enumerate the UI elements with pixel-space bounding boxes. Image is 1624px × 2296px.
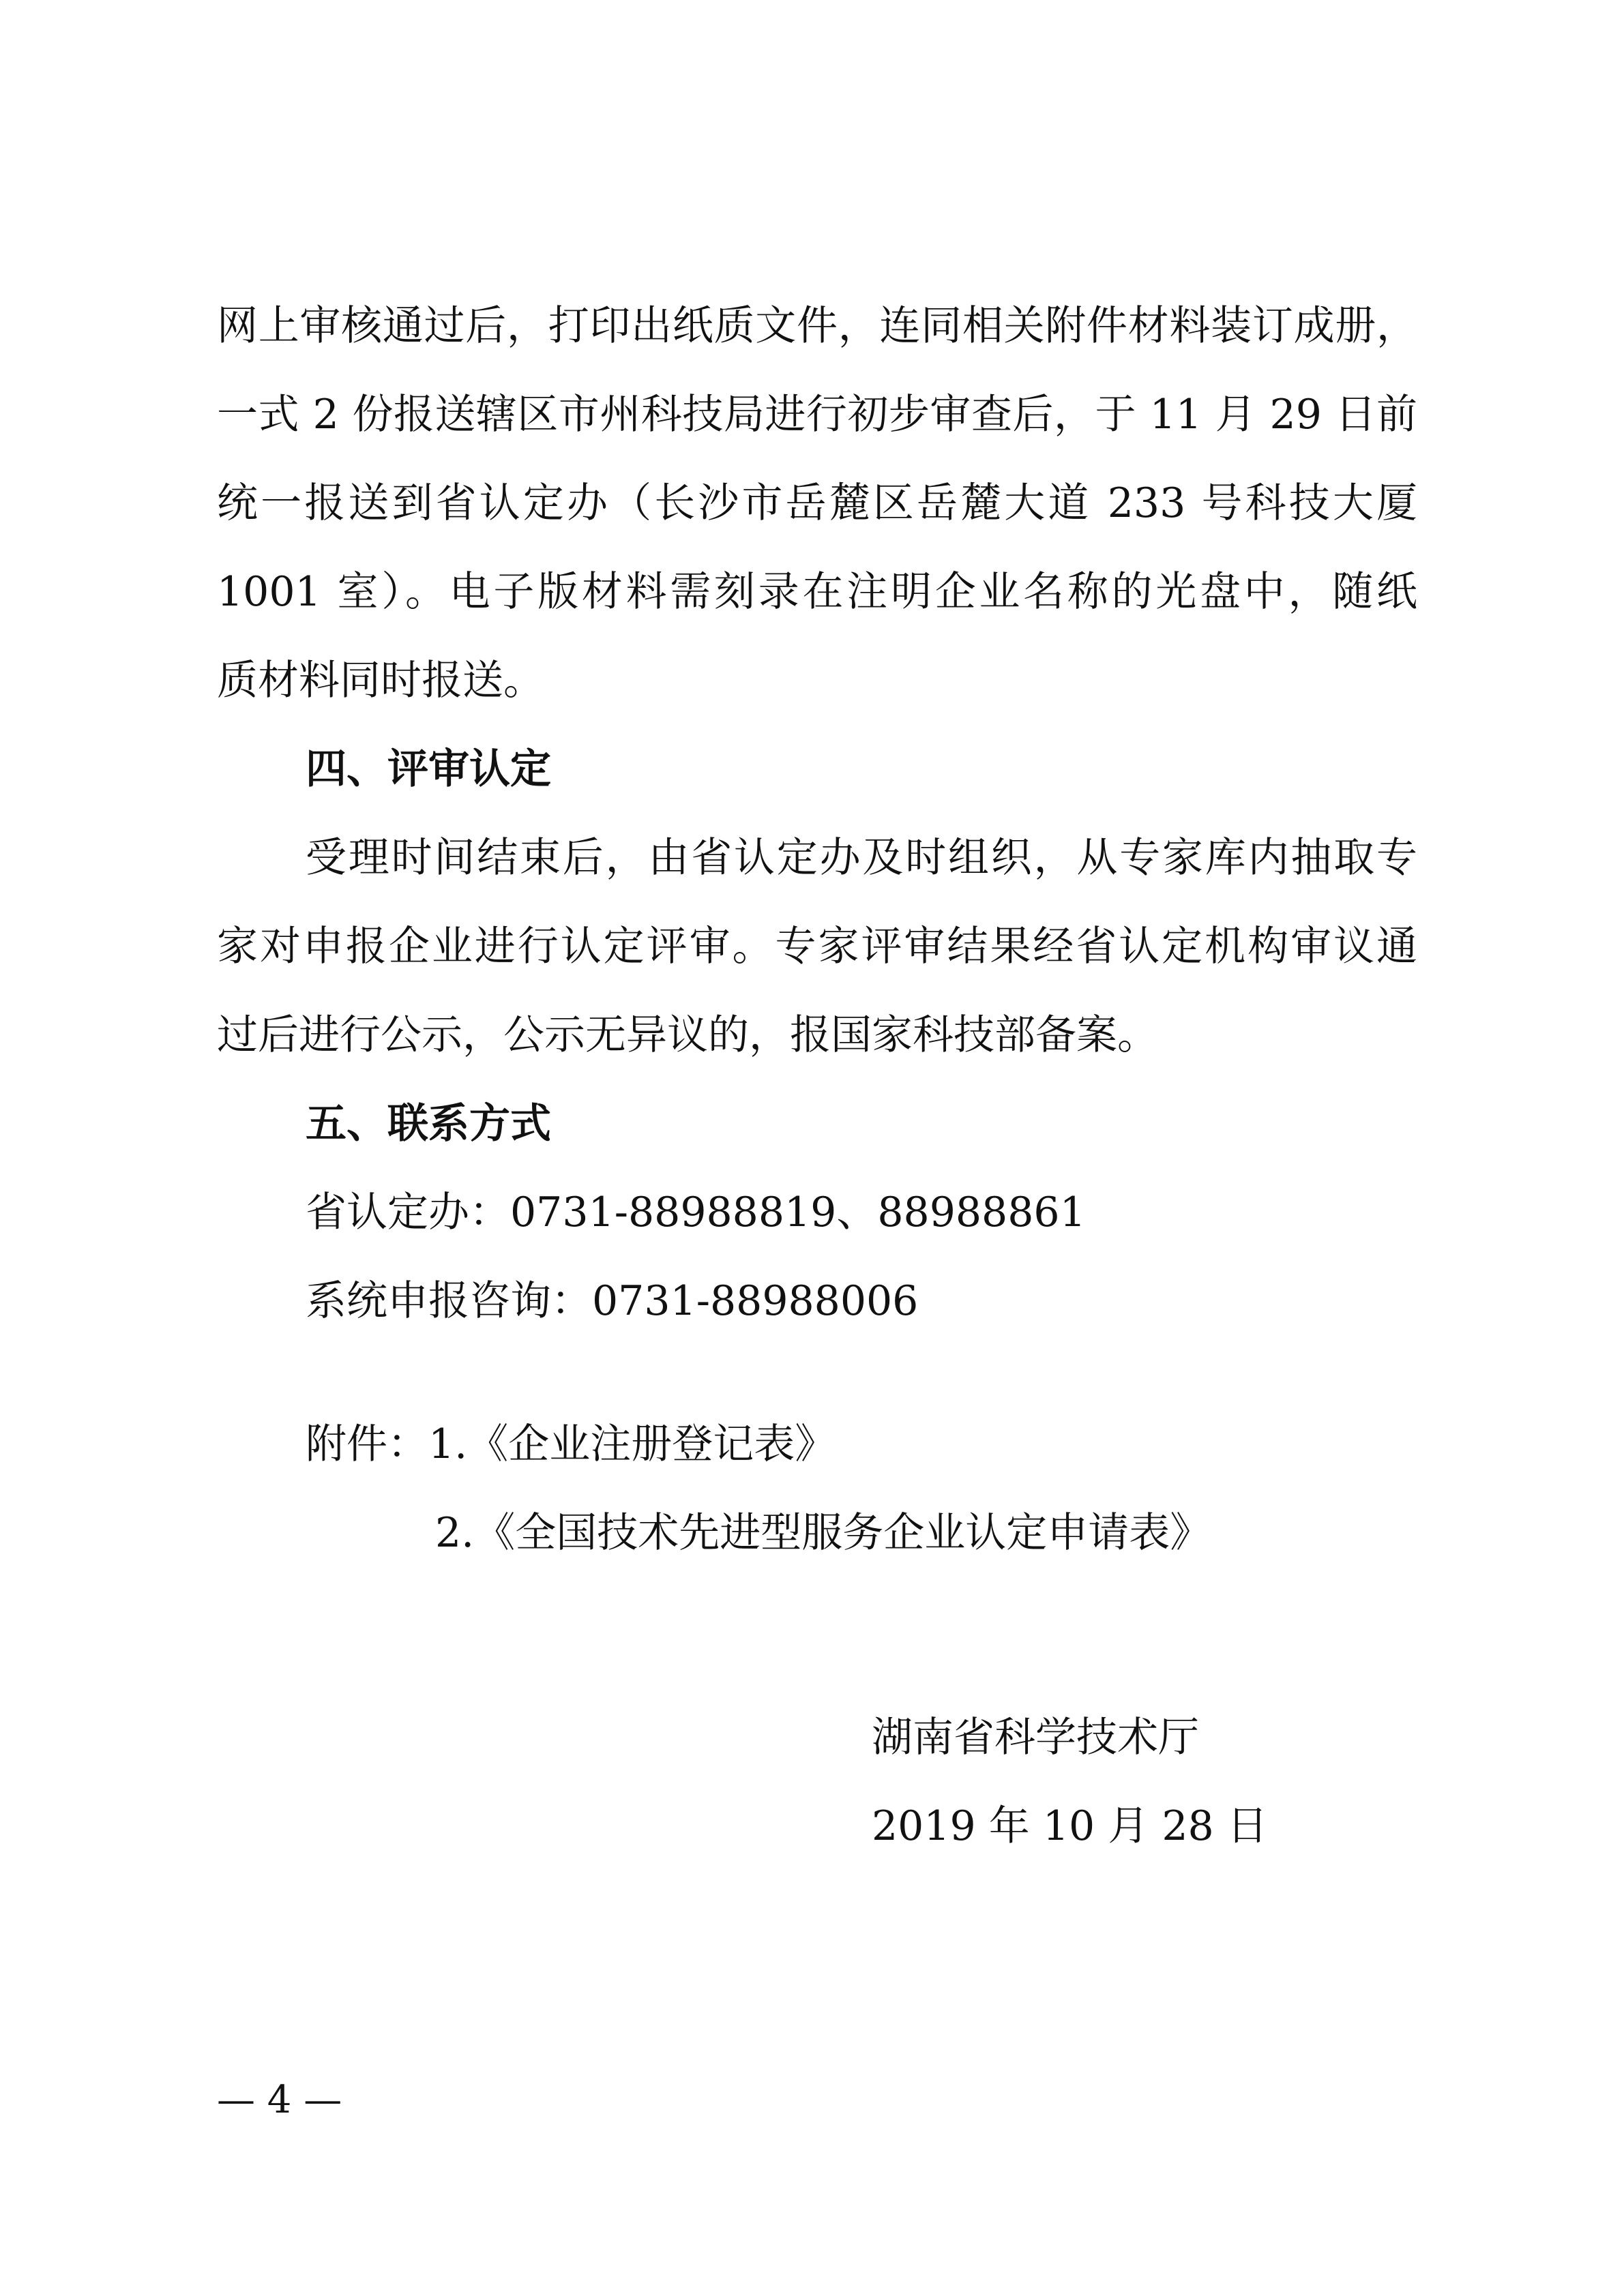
section-4-line-2: 家对申报企业进行认定评审。专家评审结果经省认定机构审议通: [217, 923, 1417, 970]
paragraph-line-5: 质材料同时报送。: [217, 657, 544, 704]
section-5-heading: 五、联系方式: [306, 1100, 551, 1148]
contact-system: 系统申报咨询：0731-88988006: [306, 1277, 919, 1325]
page-number: — 4 —: [217, 2078, 342, 2122]
paragraph-line-1: 网上审核通过后，打印出纸质文件，连同相关附件材料装订成册，: [217, 302, 1417, 350]
paragraph-line-2: 一式 2 份报送辖区市州科技局进行初步审查后，于 11 月 29 日前: [217, 391, 1417, 438]
section-4-line-1: 受理时间结束后，由省认定办及时组织，从专家库内抽取专: [306, 834, 1417, 882]
attachment-2: 2.《全国技术先进型服务企业认定申请表》: [435, 1509, 1211, 1557]
paragraph-line-4: 1001 室）。电子版材料需刻录在注明企业名称的光盘中，随纸: [217, 568, 1417, 616]
attachment-1: 附件：1.《企业注册登记表》: [306, 1420, 836, 1468]
paragraph-line-3: 统一报送到省认定办（长沙市岳麓区岳麓大道 233 号科技大厦: [217, 479, 1417, 527]
contact-office: 省认定办：0731-88988819、88988861: [306, 1189, 1086, 1236]
signature-date: 2019 年 10 月 28 日: [872, 1802, 1268, 1850]
section-4-line-3: 过后进行公示，公示无异议的，报国家科技部备案。: [217, 1011, 1158, 1059]
signature-org: 湖南省科学技术厅: [872, 1714, 1199, 1761]
section-4-heading: 四、评审认定: [306, 745, 551, 793]
